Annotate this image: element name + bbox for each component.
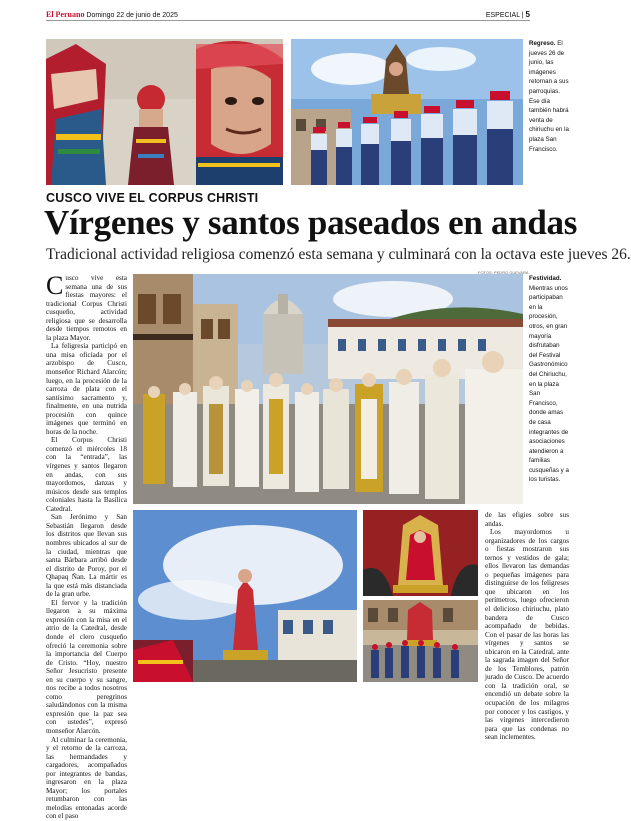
kicker: CUSCO VIVE EL CORPUS CHRISTI <box>46 191 259 205</box>
headline: Vírgenes y santos paseados en andas <box>44 203 578 242</box>
saint-sky-photo <box>133 510 357 682</box>
header-rule <box>46 20 530 21</box>
top-caption-text: El jueves 26 de junio, las imágenes retornan a sus parroquias. Ese día también habrá venta de chiriuchu en la plaza San Francisco. <box>529 40 569 153</box>
page-header <box>46 8 530 20</box>
middle-caption-text: Mientras unos participaban en la procesión, otros, en gran mayoría disfrutaban del Festival Gastronómico del Chiriuchu, en la plaza San Francisco, donde amas de casa integrantes de asociaciones atendieron a familias cusqueñas y a los turistas. <box>529 284 569 484</box>
header-left <box>46 10 178 19</box>
bearers-photo <box>291 39 523 185</box>
page-number: 5 <box>525 9 530 19</box>
deck: Tradicional actividad religiosa comenzó esta semana y culminará con la octava este jueves 26. <box>46 246 631 263</box>
top-caption-title: Regreso. <box>529 40 556 47</box>
street-procession-photo <box>363 600 478 682</box>
article-paragraph: de las efigies sobre sus andas. <box>485 511 569 528</box>
top-caption <box>529 39 569 154</box>
article-paragraph: La feligresía participó en una misa oficiada por el arzobispo de Cusco, monseñor Richard Alarcón; luego, en la procesión de la carroza de plata con el santísimo sacramento y, finalmente, en una nutrida procesión con quince imágenes que terminó en horas de la noche. <box>46 342 127 436</box>
article-paragraph: Los mayordomos u organizadores de los cargos o fiestas mostraron sus ternos y vestidos de gala; ellos llevaron las demandas o pequeñas imágenes para distinguirse de los feligreses que ubicaron en los perímetros, luego ofrecieron el delicioso chiriuchu, plato bandera de Cusco acompañado de bebidas. Con el pasar de las horas las vírgenes y santos se ubicaron en la Catedral, ante la sagrada imagen del Señor de los Temblores, patrón jurado de Cusco. De acuerdo con la tradición oral, se encendió un debate sobre la ocupación de los milagros por conocer y los castigos, y las vírgenes intercedieron para que las condenas no sean inclementes. <box>485 528 569 742</box>
virgin-photo <box>363 510 478 596</box>
brand-name: El Peruano <box>46 9 85 19</box>
dancers-photo <box>46 39 283 185</box>
photo-credit: FOTOS: PEDRO GUEVARA <box>478 270 529 275</box>
article-column-2 <box>485 511 569 742</box>
middle-caption-title: Festividad. <box>529 275 562 282</box>
issue-date: Domingo 22 de junio de 2025 <box>86 11 178 19</box>
middle-caption <box>529 274 569 485</box>
procession-photo <box>133 274 523 504</box>
article-paragraph: El fervor y la tradición llegaron a su máxima expresión con la misa en el atrio de la Catedral, desde donde el clero cusqueño ofreció la ceremonia sobre la importancia del Cuerpo de Cristo. “Hoy, nuestro Señor Jesucristo presente en su cuerpo y su sangre, nos recibe a todos nosotros como peregrinos saludándonos con la misma expresión que la paz sea con ustedes”, expresó monseñor Alarcón. <box>46 598 127 735</box>
dropcap: C <box>46 271 64 300</box>
article-paragraph: usco vive esta semana una de sus fiestas mayores: el tradicional Corpus Christi cusqueño, actividad religiosa que se desarrolla desde tiempos remotos en la plaza Mayor. <box>46 274 127 342</box>
article-column-1 <box>46 271 127 821</box>
section-name: ESPECIAL <box>485 11 520 19</box>
article-paragraph: El Corpus Christi comenzó el miércoles 18 con la “entrada”, las vírgenes y santos llegaron en andas, con sus mayordomos, danzas y músicos desde sus templos coloniales hasta la Basílica Catedral. <box>46 436 127 513</box>
header-right: ESPECIAL | 5 <box>485 9 530 19</box>
article-paragraph: Al culminar la ceremonia, y el retorno de la carroza, las hermandades y cargadores, acompañados por integrantes de bandas, ingresaron en la plaza Mayor; los portales retumbaron con las melodías entonadas acorde con el paso <box>46 735 127 821</box>
article-paragraph: San Jerónimo y San Sebastián llegaron desde los distritos que llevan sus nombres ubicados al sur de la ciudad, mientras que santa Bárbara arribó desde el distrito de Poroy, por el Qhapaq Ñan. La mártir es la que está más distanciada de la gran urbe. <box>46 513 127 599</box>
